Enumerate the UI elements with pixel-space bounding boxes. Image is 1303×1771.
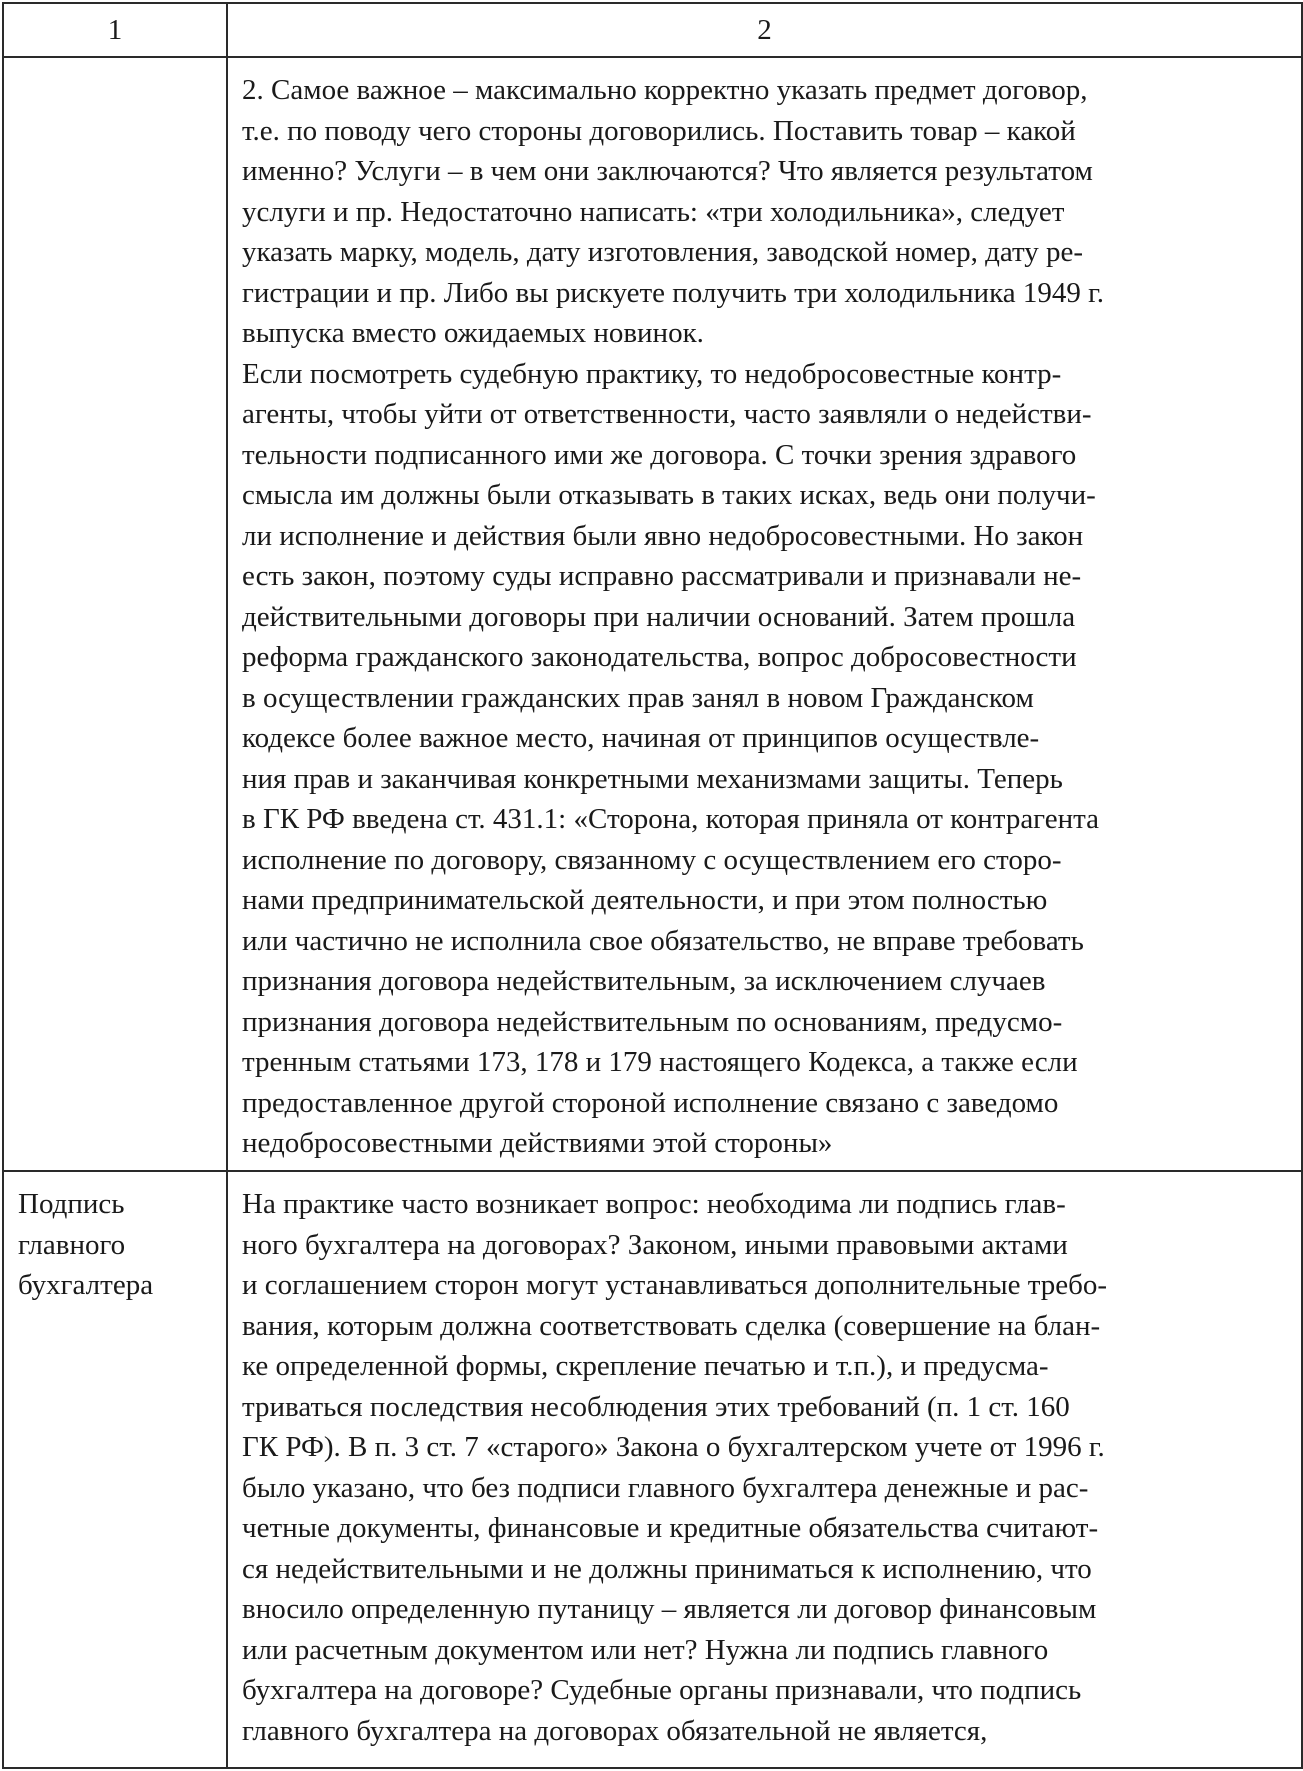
text-line: ся недействительными и не должны приниматься к исполнению, что	[242, 1552, 1092, 1585]
text-line: гистрации и пр. Либо вы рискуете получить три холодильника 1949 г.	[242, 276, 1104, 309]
label-line: главного	[18, 1228, 126, 1261]
header-row	[3, 3, 1302, 57]
label-line: Подпись	[18, 1188, 125, 1220]
text-line: в осуществлении гражданских прав занял в новом Гражданском	[242, 681, 1034, 714]
text-line: нами предпринимательской деятельности, и при этом полностью	[242, 884, 1048, 916]
text-line: предоставленное другой стороной исполнение связано с заведомо	[242, 1086, 1059, 1119]
label-line: бухгалтера	[18, 1269, 154, 1301]
text-line: реформа гражданского законодательства, вопрос добросовестности	[242, 641, 1077, 673]
text-line: 2. Самое важное – максимально корректно указать предмет договор,	[242, 74, 1088, 106]
text-line: признания договора недействительным по основаниям, предусмо-	[242, 1005, 1063, 1038]
table-row	[3, 57, 1302, 1171]
text-line: ГК РФ). В п. 3 ст. 7 «старого» Закона о бухгалтерском учете от 1996 г.	[242, 1431, 1105, 1463]
text-line: вания, которым должна соответствовать сделка (совершение на блан-	[242, 1309, 1101, 1342]
content-table	[2, 2, 1303, 1769]
text-line: ного бухгалтера на договорах? Законом, иными правовыми актами	[242, 1228, 1068, 1261]
text-line: или расчетным документом или нет? Нужна ли подпись главного	[242, 1633, 1049, 1666]
text-line: смысла им должны были отказывать в таких исках, ведь они получи-	[242, 479, 1096, 511]
text-line: вносило определенную путаницу – является ли договор финансовым	[242, 1593, 1097, 1625]
text-line: или частично не исполнила свое обязательство, не вправе требовать	[242, 924, 1084, 957]
text-line: и соглашением сторон могут устанавливаться дополнительные требо-	[242, 1269, 1108, 1301]
text-line: Если посмотреть судебную практику, то недобросовестные контр-	[242, 357, 1062, 390]
text-line: т.е. по поводу чего стороны договорились. Поставить товар – какой	[242, 114, 1076, 147]
row-text-cell	[227, 1171, 1302, 1768]
table-row	[3, 1171, 1302, 1768]
text-line: четные документы, финансовые и кредитные обязательства считают-	[242, 1512, 1099, 1544]
text-line: признания договора недействительным, за исключением случаев	[242, 965, 1046, 997]
text-line: бухгалтера на договоре? Судебные органы признавали, что подпись	[242, 1674, 1082, 1706]
text-line: действительными договоры при наличии оснований. Затем прошла	[242, 600, 1076, 633]
text-line: исполнение по договору, связанному с осуществлением его сторо-	[242, 843, 1062, 876]
text-line: ния прав и заканчивая конкретными механизмами защиты. Теперь	[242, 762, 1063, 795]
text-line: главного бухгалтера на договорах обязательной не является,	[242, 1714, 988, 1747]
row-label-cell	[3, 57, 227, 1171]
text-line: На практике часто возникает вопрос: необходима ли подпись глав-	[242, 1188, 1066, 1220]
row-text-cell	[227, 57, 1302, 1171]
text-line: триваться последствия несоблюдения этих требований (п. 1 ст. 160	[242, 1390, 1070, 1423]
text-line: агенты, чтобы уйти от ответственности, часто заявляли о недействи-	[242, 398, 1092, 430]
text-line: услуги и пр. Недостаточно написать: «три холодильника», следует	[242, 195, 1065, 228]
text-line: выпуска вместо ожидаемых новинок.	[242, 317, 704, 349]
column-number-1: 1	[3, 3, 227, 57]
text-line: указать марку, модель, дату изготовления, заводской номер, дату ре-	[242, 236, 1084, 268]
row-label-cell	[3, 1171, 227, 1768]
text-line: есть закон, поэтому суды исправно рассматривали и признавали не-	[242, 560, 1082, 592]
text-line: ке определенной формы, скрепление печатью и т.п.), и предусма-	[242, 1350, 1049, 1382]
text-line: тельности подписанного ими же договора. С точки зрения здравого	[242, 438, 1077, 471]
column-number-2: 2	[227, 3, 1302, 57]
text-line: именно? Услуги – в чем они заключаются? Что является результатом	[242, 155, 1093, 187]
text-line: в ГК РФ введена ст. 431.1: «Сторона, которая приняла от контрагента	[242, 803, 1099, 835]
text-line: было указано, что без подписи главного бухгалтера денежные и рас-	[242, 1471, 1089, 1504]
text-line: тренным статьями 173, 178 и 179 настоящего Кодекса, а также если	[242, 1046, 1078, 1078]
text-line: ли исполнение и действия были явно недобросовестными. Но закон	[242, 519, 1084, 552]
text-line: недобросовестными действиями этой стороны»	[242, 1127, 833, 1159]
text-line: кодексе более важное место, начиная от принципов осуществле-	[242, 722, 1040, 754]
